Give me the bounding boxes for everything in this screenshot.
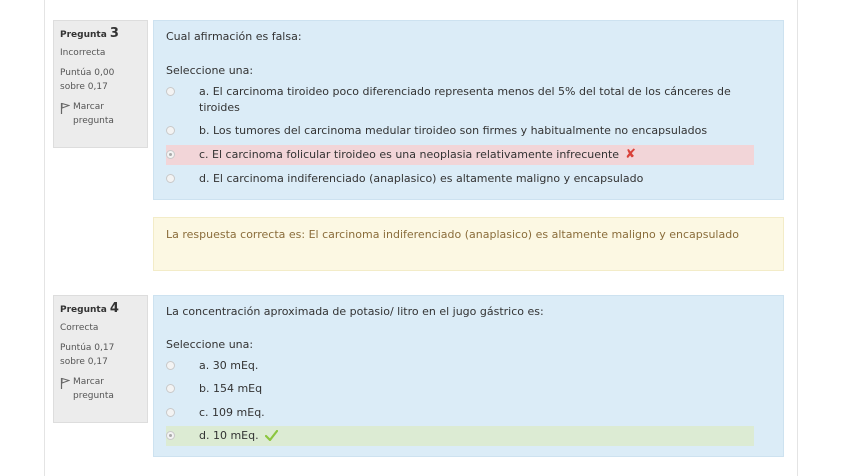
question-number-value: 3 (109, 26, 119, 41)
answer-label: c. 109 mEq. (199, 406, 265, 419)
question-text: Cual afirmación es falsa: (166, 30, 302, 43)
correct-answer-text: La respuesta correcta es: El carcinoma indiferenciado (anaplasico) es altamente maligno y encapsulado (166, 228, 739, 241)
radio-c[interactable] (166, 150, 175, 159)
question-3-formulation (153, 20, 784, 200)
question-label: Pregunta (60, 30, 107, 40)
answer-prompt: Seleccione una: (166, 64, 254, 77)
answer-label (199, 428, 754, 444)
flag-icon (60, 377, 70, 389)
answer-prompt: Seleccione una: (166, 338, 254, 351)
question-number-value: 4 (109, 301, 119, 316)
check-icon (265, 430, 278, 441)
flag-question-link[interactable] (60, 100, 141, 128)
radio-d[interactable] (166, 431, 175, 440)
grade-line: Puntúa 0,00 (60, 68, 115, 78)
answer-label: b. 154 mEq (199, 382, 263, 395)
question-4-formulation (153, 295, 784, 457)
question-grade (60, 66, 141, 94)
radio-a[interactable] (166, 361, 175, 370)
question-grade (60, 341, 141, 369)
answer-option-d[interactable] (166, 426, 754, 446)
answer-option-d[interactable] (166, 171, 754, 187)
grade-line: Puntúa 0,17 (60, 343, 115, 353)
radio-b[interactable] (166, 384, 175, 393)
answer-option-b[interactable] (166, 123, 754, 139)
feedback-panel (153, 217, 784, 271)
question-label: Pregunta (60, 305, 107, 315)
flag-icon (60, 102, 70, 114)
radio-c[interactable] (166, 408, 175, 417)
answer-option-a[interactable] (166, 84, 754, 116)
flag-label-2: pregunta (73, 391, 114, 401)
flag-question-link[interactable] (60, 375, 141, 403)
grade-max-line: sobre 0,17 (60, 357, 108, 367)
answer-label: b. Los tumores del carcinoma medular tiroideo son firmes y habitualmente no encapsulados (199, 124, 708, 137)
grade-max-line: sobre 0,17 (60, 82, 108, 92)
radio-a[interactable] (166, 87, 175, 96)
answer-option-a[interactable] (166, 358, 754, 374)
flag-label: Marcar (73, 377, 104, 387)
question-number (60, 27, 141, 42)
question-4-info (53, 295, 148, 423)
question-number (60, 302, 141, 317)
answer-option-c[interactable] (166, 145, 754, 165)
radio-b[interactable] (166, 126, 175, 135)
flag-label: Marcar (73, 102, 104, 112)
answer-option-c[interactable] (166, 405, 754, 421)
answer-option-b[interactable] (166, 381, 754, 397)
answer-label (199, 147, 754, 163)
cross-icon: ✘ (625, 147, 636, 162)
flag-label-2: pregunta (73, 116, 114, 126)
answer-label: a. El carcinoma tiroideo poco diferenciado representa menos del 5% del total de los cánceres de tiroides (199, 85, 731, 114)
answer-text: c. El carcinoma folicular tiroideo es una neoplasia relativamente infrecuente (199, 148, 620, 161)
answer-text: d. 10 mEq. (199, 429, 259, 442)
question-text: La concentración aproximada de potasio/ litro en el jugo gástrico es: (166, 305, 544, 318)
question-state: Incorrecta (60, 48, 106, 58)
question-state: Correcta (60, 323, 99, 333)
answer-label: a. 30 mEq. (199, 359, 259, 372)
answer-label: d. El carcinoma indiferenciado (anaplasico) es altamente maligno y encapsulado (199, 172, 644, 185)
question-3-info (53, 20, 148, 148)
radio-d[interactable] (166, 174, 175, 183)
